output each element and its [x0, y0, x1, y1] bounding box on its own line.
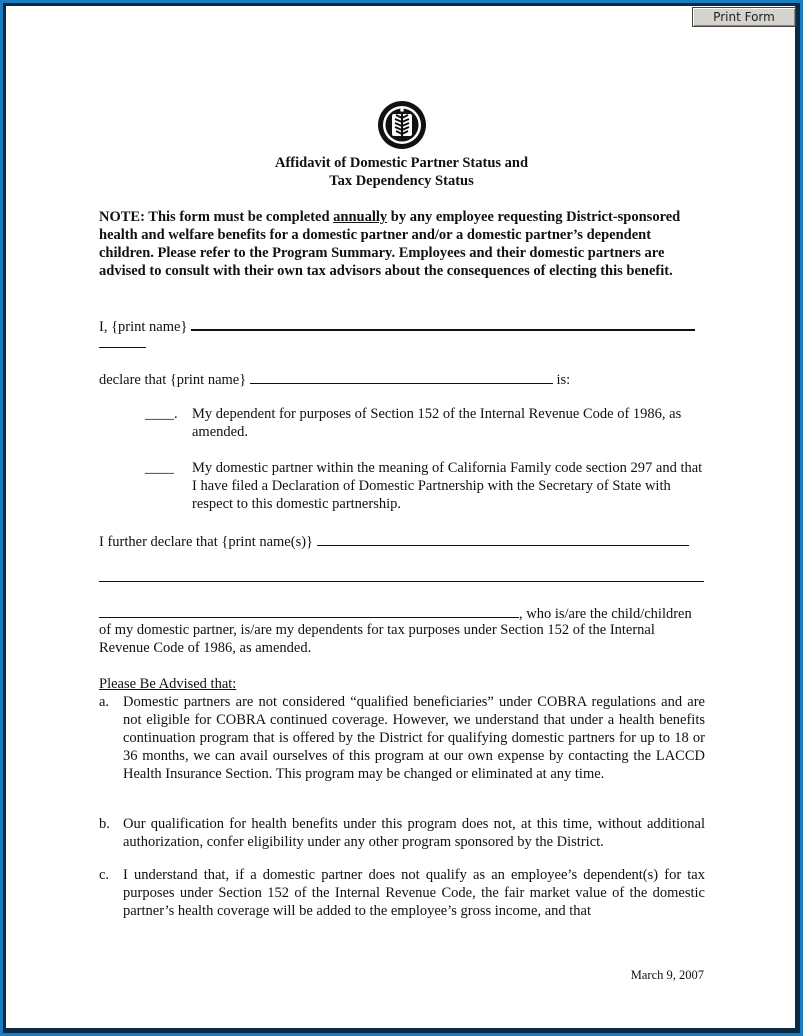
further-declare-label: I further declare that {print name(s)} — [99, 534, 314, 550]
advisory-item-letter: b. — [99, 816, 110, 832]
option2-checkbox-blank[interactable]: ____ — [145, 460, 174, 476]
children-suffix: , who is/are the child/children — [519, 606, 692, 622]
children-continuation-text: of my domestic partner, is/are my dependents for tax purposes under Section 152 of the Internal Revenue Code of 1986, as amended. — [99, 622, 655, 656]
advisory-item-text: Our qualification for health benefits under this program does not, at this time, without additional authorization, confer eligibility under any other program sponsored by the District. — [123, 816, 705, 850]
option2-text: My domestic partner within the meaning of California Family code section 297 and that I have filed a Declaration of Domestic Partnership with the Secretary of State with respect to this domestic partnership. — [192, 460, 703, 512]
print-name-continuation-line — [99, 347, 146, 348]
print-form-button[interactable]: Print Form — [692, 7, 796, 27]
dependents-names-field-2[interactable] — [99, 567, 704, 582]
advisory-heading: Please Be Advised that: — [99, 676, 237, 692]
note-paragraph: NOTE: This form must be completed annually by any employee requesting District-sponsored health and welfare benefits for a domestic partner and/or a domestic partner’s dependent children. Please refer to the Program Summary. Employees and their domestic partners are advised to consult with their own tax advisors about the consequences of electing this benefit. — [99, 209, 681, 279]
footer-date: March 9, 2007 — [630, 968, 704, 982]
college-seal-icon — [377, 100, 427, 150]
print-name-row — [99, 315, 705, 336]
dependents-names-field-3[interactable] — [99, 603, 519, 618]
declare-name-field[interactable] — [250, 369, 553, 384]
further-declare-row — [99, 531, 705, 551]
advisory-item-b — [99, 815, 705, 851]
advisory-item-letter: c. — [99, 867, 110, 883]
document-title-line1: Affidavit of Domestic Partner Status and — [274, 155, 529, 171]
declare-row — [99, 369, 705, 389]
declare-label: declare that {print name} — [99, 372, 247, 388]
note-emphasis: annually — [333, 209, 388, 225]
declare-suffix: is: — [556, 372, 571, 388]
advisory-item-text: Domestic partners are not considered “qualified beneficiaries” under COBRA regulations and are not eligible for COBRA continued coverage. However, we understand that under a health benefits continuation program that is offered by the District for qualifying domestic partners for up to 18 or 36 months, we can avail ourselves of this program at our own expense by contacting the LACCD Health Insurance Section. This program may be changed or eliminated at any time. — [123, 694, 705, 782]
advisory-item-a — [99, 693, 705, 783]
advisory-item-text: I understand that, if a domestic partner does not qualify as an employee’s dependent(s) for tax purposes under Section 152 of the Internal Revenue Code, the fair market value of the domestic partner’s health coverage will be added to the employee’s gross income, and that — [123, 867, 705, 919]
print-name-label: I, {print name} — [99, 319, 188, 335]
advisory-item-letter: a. — [99, 694, 110, 710]
option1-checkbox-blank[interactable]: ____. — [145, 406, 178, 422]
children-row — [99, 603, 705, 623]
further-declare-names-field[interactable] — [317, 531, 689, 546]
advisory-item-c — [99, 866, 705, 920]
option1-text: My dependent for purposes of Section 152 of the Internal Revenue Code of 1986, as amended. — [192, 406, 682, 440]
document-title-line2: Tax Dependency Status — [329, 173, 474, 189]
print-name-field[interactable] — [191, 315, 695, 331]
